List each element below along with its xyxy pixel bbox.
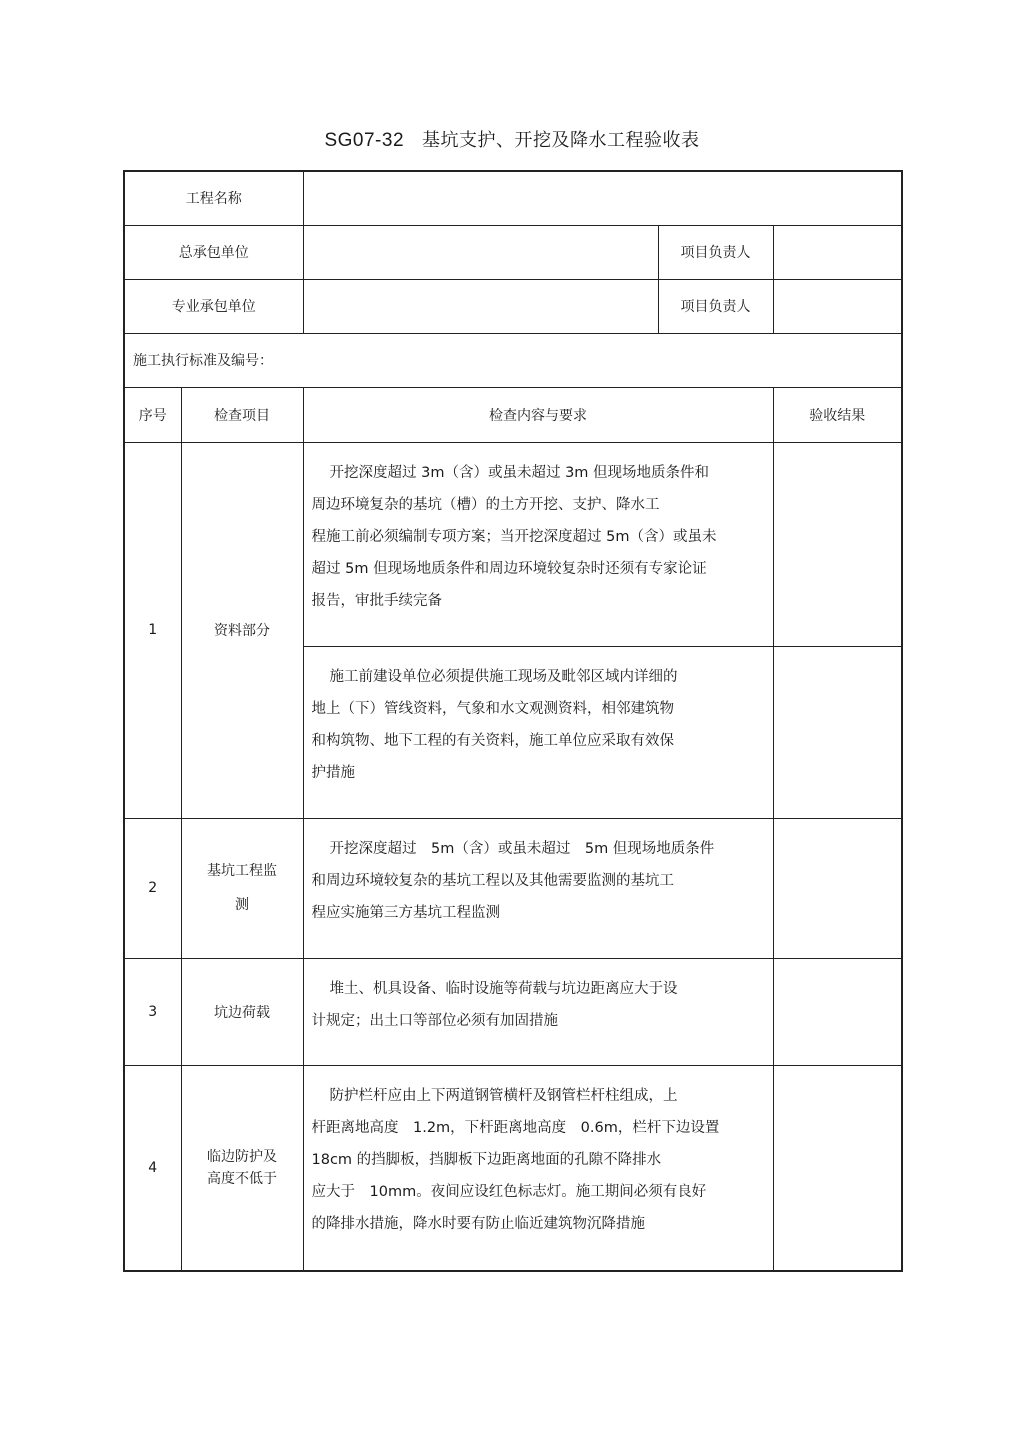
standard-label: 施工执行标准及编号： xyxy=(124,333,902,387)
col-header-item: 检查项目 xyxy=(181,387,303,442)
content-line: 应大于 10mm。夜间应设红色标志灯。施工期间必须有良好 xyxy=(311,1183,707,1200)
content-line: 施工前建设单位必须提供施工现场及毗邻区域内详细的 xyxy=(329,668,678,685)
form-title: 基坑支护、开挖及降水工程验收表 xyxy=(422,130,700,151)
row-3-item: 坑边荷载 xyxy=(181,958,303,1065)
row-1-content-b xyxy=(303,646,773,818)
row-2-item-line2: 测 xyxy=(235,897,249,913)
project-name-field[interactable] xyxy=(303,171,902,225)
row-2-item-line1: 基坑工程监 xyxy=(207,863,277,879)
row-4-item-line1: 临边防护及 xyxy=(207,1148,277,1165)
col-header-content: 检查内容与要求 xyxy=(303,387,773,442)
row-3-result[interactable] xyxy=(773,958,902,1065)
content-line: 护措施 xyxy=(311,764,355,781)
form-code: SG07-32 xyxy=(324,130,405,151)
row-2-no: 2 xyxy=(124,818,181,958)
content-line: 地上（下）管线资料，气象和水文观测资料，相邻建筑物 xyxy=(311,700,674,717)
row-4-item-line2: 高度不低于 xyxy=(207,1170,277,1187)
standard-row xyxy=(124,333,902,387)
content-line: 18cm 的挡脚板，挡脚板下边距离地面的孔隙不降排水 xyxy=(311,1151,662,1168)
row-4-no: 4 xyxy=(124,1065,181,1271)
specialty-contractor-field[interactable] xyxy=(303,279,658,333)
page-title xyxy=(0,126,1024,152)
specialty-contractor-row xyxy=(124,279,902,333)
project-manager-label-2: 项目负责人 xyxy=(658,279,773,333)
content-line: 开挖深度超过 5m（含）或虽未超过 5m 但现场地质条件 xyxy=(329,840,715,857)
content-line: 和周边环境较复杂的基坑工程以及其他需要监测的基坑工 xyxy=(311,872,674,889)
row-3-no: 3 xyxy=(124,958,181,1065)
row-3-content xyxy=(303,958,773,1065)
content-line: 开挖深度超过 3m（含）或虽未超过 3m 但现场地质条件和 xyxy=(329,464,710,481)
content-line: 周边环境复杂的基坑（槽）的土方开挖、支护、降水工 xyxy=(311,496,660,513)
general-contractor-row xyxy=(124,225,902,279)
content-line: 报告，审批手续完备 xyxy=(311,592,442,609)
content-line: 程应实施第三方基坑工程监测 xyxy=(311,904,500,921)
row-4-result[interactable] xyxy=(773,1065,902,1271)
project-name-label: 工程名称 xyxy=(124,171,303,225)
col-header-result: 验收结果 xyxy=(773,387,902,442)
content-line: 防护栏杆应由上下两道钢管横杆及钢管栏杆柱组成，上 xyxy=(329,1087,678,1104)
row-1-result-a[interactable] xyxy=(773,442,902,646)
acceptance-form-table xyxy=(123,170,903,1272)
row-1-no: 1 xyxy=(124,442,181,818)
content-line: 超过 5m 但现场地质条件和周边环境较复杂时还须有专家论证 xyxy=(311,560,707,577)
project-manager-field-2[interactable] xyxy=(773,279,902,333)
row-2-item xyxy=(181,818,303,958)
specialty-contractor-label: 专业承包单位 xyxy=(124,279,303,333)
content-line: 杆距离地高度 1.2m，下杆距离地高度 0.6m，栏杆下边设置 xyxy=(311,1119,720,1136)
table-row xyxy=(124,1065,902,1271)
content-line: 堆土、机具设备、临时设施等荷载与坑边距离应大于设 xyxy=(329,980,678,997)
project-name-row xyxy=(124,171,902,225)
row-2-result[interactable] xyxy=(773,818,902,958)
row-1-content-a xyxy=(303,442,773,646)
table-row xyxy=(124,958,902,1065)
row-4-content xyxy=(303,1065,773,1271)
content-line: 的降排水措施，降水时要有防止临近建筑物沉降措施 xyxy=(311,1215,645,1232)
row-4-item xyxy=(181,1065,303,1271)
content-line: 程施工前必须编制专项方案；当开挖深度超过 5m（含）或虽未 xyxy=(311,528,717,545)
col-header-no: 序号 xyxy=(124,387,181,442)
content-line: 计规定；出土口等部位必须有加固措施 xyxy=(311,1012,558,1029)
table-row xyxy=(124,442,902,646)
row-2-content xyxy=(303,818,773,958)
content-line: 和构筑物、地下工程的有关资料，施工单位应采取有效保 xyxy=(311,732,674,749)
row-1-result-b[interactable] xyxy=(773,646,902,818)
project-manager-field-1[interactable] xyxy=(773,225,902,279)
row-1-item: 资料部分 xyxy=(181,442,303,818)
general-contractor-label: 总承包单位 xyxy=(124,225,303,279)
project-manager-label-1: 项目负责人 xyxy=(658,225,773,279)
general-contractor-field[interactable] xyxy=(303,225,658,279)
table-row xyxy=(124,818,902,958)
column-header-row xyxy=(124,387,902,442)
